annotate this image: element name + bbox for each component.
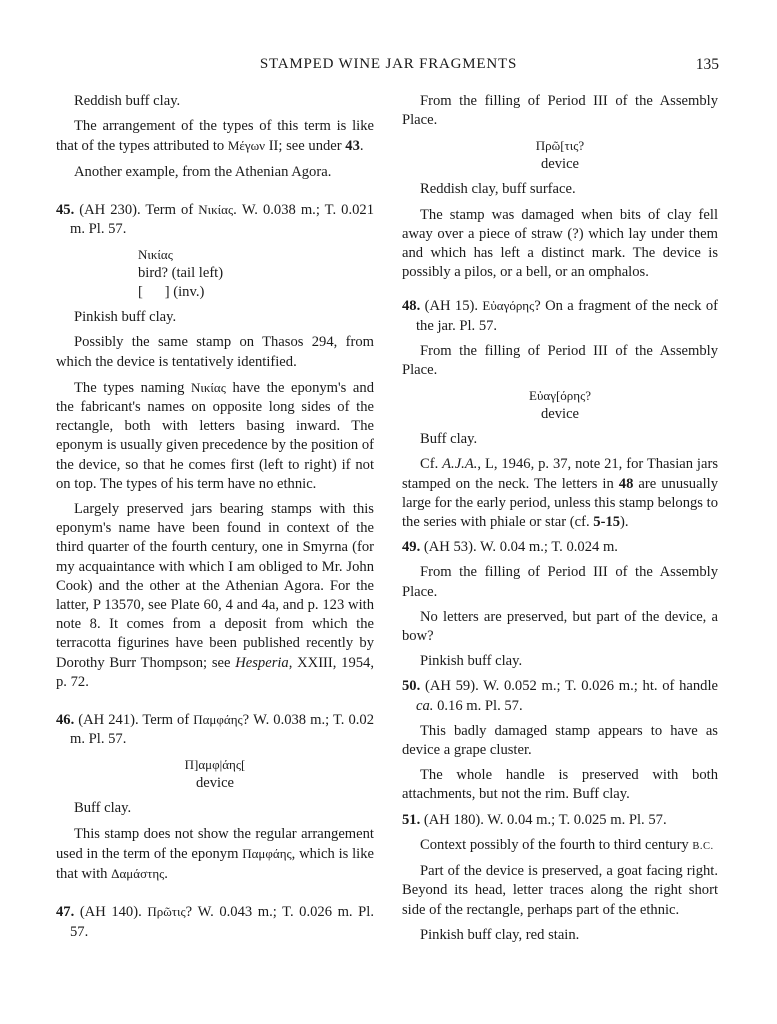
paragraph: The whole handle is preserved with both attachments, but not the rim. Buff clay.: [402, 767, 718, 803]
paragraph: Cf. A.J.A., L, 1946, p. 37, note 21, for Thasian jars stamped on the neck. The letters in 48 are unusually large for the early period, unless this stamp belongs to the series with phiale or star (cf. 5-15).: [402, 456, 719, 531]
paragraph: Buff clay.: [420, 431, 478, 448]
running-title: STAMPED WINE JAR FRAGMENTS: [259, 56, 518, 72]
paragraph: The stamp was damaged when bits of clay fell away over a piece of straw (?) which lay under them and which has left a distinct mark. The device is possibly a pilos, or a bell, or an omphalos.: [402, 206, 718, 281]
catalogue-entry-49: 49. (AH 53). W. 0.04 m.; T. 0.024 m.: [402, 539, 618, 556]
left-column: [56, 92, 374, 948]
paragraph: The types naming Νικίας have the eponym's and the fabricant's names on opposite long sides of the rectangle, both with letters basing inward. The eponym is usually given precedence by the position of the device, so that he comes first (left to right) if not on top. The types of his term have no ethnic.: [56, 379, 374, 492]
paragraph: Largely preserved jars bearing stamps with this eponym's name have been found in context of the third quarter of the fourth century, one in Smyrna (for my acquaintance with which I am obliged to Mr. John Cook) and the other at the Athenian Agora. For the latter, P 13570, see Plate 60, 4 and 4a, and p. 123 with note 8. It comes from a deposit from which the terracotta figurines have been published recently by Dorothy Burr Thompson; see Hesperia, XXIII, 1954, p. 72.: [56, 501, 375, 690]
paragraph: Pinkish buff clay.: [74, 309, 177, 326]
paragraph: Reddish clay, buff surface.: [420, 181, 576, 198]
stamp-transcription: Εὐαγ[όρης? device: [529, 388, 591, 423]
paragraph: Another example, from the Athenian Agora.: [74, 163, 332, 180]
running-header: [0, 56, 777, 78]
paragraph: Pinkish buff clay.: [420, 653, 523, 670]
paragraph: No letters are preserved, but part of the device, a bow?: [402, 608, 718, 645]
paragraph: Pinkish buff clay, red stain.: [420, 926, 580, 943]
stamp-transcription: Π]αμφ|άης[ device: [184, 757, 246, 792]
paragraph: From the filling of Period III of the Assembly Place.: [402, 564, 718, 600]
stamp-transcription: Πρῶ[τις? device: [535, 138, 585, 173]
paragraph: This stamp does not show the regular arrangement used in the term of the eponym Παμφάης, which is like that with Δαμάστης.: [56, 825, 374, 883]
page-number: 135: [695, 56, 719, 73]
paragraph: From the filling of Period III of the Assembly Place.: [402, 93, 718, 129]
catalogue-entry-48: 48. (AH 15). Εὐαγόρης? On a fragment of the neck of the jar. Pl. 57.: [402, 298, 718, 334]
right-column: [402, 92, 718, 951]
catalogue-entry-45: 45. (AH 230). Term of Νικίας. W. 0.038 m.; T. 0.021 m. Pl. 57.: [56, 201, 375, 238]
paragraph: The arrangement of the types of this term is like that of the types attributed to Μέγων II; see under 43.: [56, 118, 374, 155]
catalogue-entry-51: 51. (AH 180). W. 0.04 m.; T. 0.025 m. Pl. 57.: [402, 811, 667, 828]
catalogue-entry-46: 46. (AH 241). Term of Παμφάης? W. 0.038 m.; T. 0.02 m. Pl. 57.: [56, 712, 375, 748]
paragraph: Reddish buff clay.: [74, 93, 181, 109]
stamp-transcription: Νικίας bird? (tail left) [ ] (inv.): [138, 247, 224, 301]
paragraph: Part of the device is preserved, a goat facing right. Beyond its head, letter traces along the right short side of the rectangle, perhaps part of the ethnic.: [402, 863, 718, 918]
paragraph: This badly damaged stamp appears to have as device a grape cluster.: [402, 722, 718, 759]
paragraph: Possibly the same stamp on Thasos 294, from which the device is tentatively identified.: [56, 334, 374, 370]
paragraph: Buff clay.: [74, 800, 132, 817]
paragraph: Context possibly of the fourth to third century B.C.: [420, 836, 714, 853]
catalogue-entry-47: 47. (AH 140). Πρῶτις? W. 0.043 m.; T. 0.026 m. Pl. 57.: [56, 904, 374, 940]
catalogue-entry-50: 50. (AH 59). W. 0.052 m.; T. 0.026 m.; ht. of handle ca. 0.16 m. Pl. 57.: [402, 678, 718, 714]
paragraph: From the filling of Period III of the Assembly Place.: [402, 342, 718, 379]
